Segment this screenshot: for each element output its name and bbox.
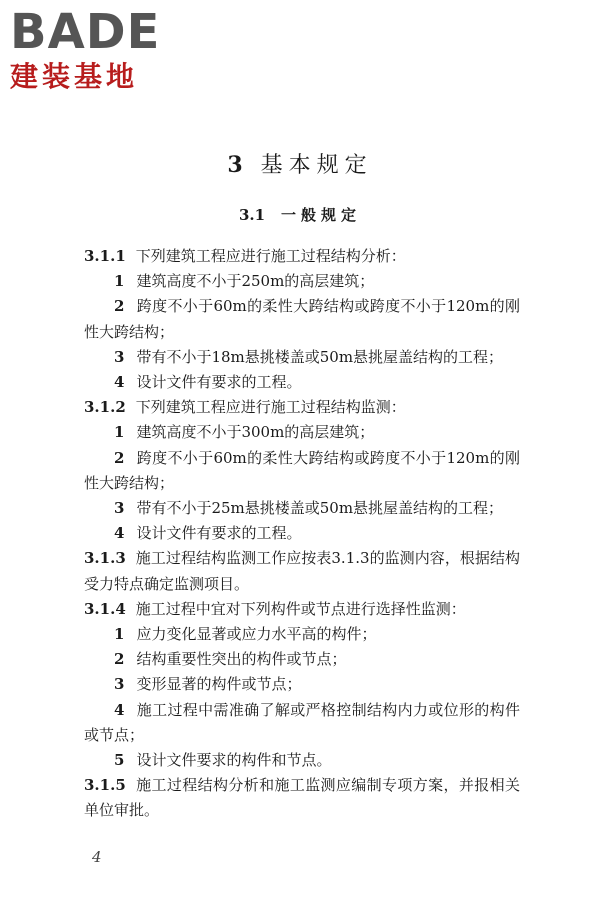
clause-paragraph — [84, 395, 520, 420]
list-item — [84, 294, 520, 344]
paragraph-text: 结构重要性突出的构件或节点； — [136, 650, 347, 669]
paragraph-text: 施工过程中宜对下列构件或节点进行选择性监测： — [135, 599, 466, 618]
list-item — [84, 521, 520, 546]
logo-wordmark: BADE — [10, 4, 161, 60]
chapter-title: 基本规定 — [260, 153, 373, 178]
document-body — [84, 244, 520, 824]
paragraph-text: 施工过程中需准确了解或严格控制结构内力或位形的构件或节点； — [84, 700, 520, 744]
chapter-heading — [0, 150, 600, 181]
clause-paragraph — [84, 773, 520, 823]
paragraph-text: 变形显著的构件或节点； — [136, 675, 302, 694]
list-item — [84, 748, 520, 773]
paragraph-text: 应力变化显著或应力水平高的构件； — [136, 625, 377, 644]
clause-number: 3.1.4 — [84, 599, 126, 618]
clause-paragraph — [84, 244, 520, 269]
paragraph-text: 设计文件有要求的工程。 — [136, 373, 302, 392]
paragraph-text: 带有不小于18m悬挑楼盖或50m悬挑屋盖结构的工程； — [136, 347, 504, 366]
paragraph-text: 跨度不小于60m的柔性大跨结构或跨度不小于120m的刚性大跨结构； — [84, 297, 520, 341]
item-number: 4 — [114, 373, 125, 392]
item-number: 4 — [114, 700, 125, 719]
item-number: 3 — [114, 347, 125, 366]
paragraph-text: 施工过程结构分析和施工监测应编制专项方案，并报相关单位审批。 — [84, 776, 520, 820]
clause-number: 3.1.5 — [84, 776, 126, 795]
clause-paragraph — [84, 597, 520, 622]
logo-subtitle: 建装基地 — [10, 60, 139, 93]
paragraph-text: 建筑高度不小于250m的高层建筑； — [136, 272, 375, 291]
paragraph-text: 下列建筑工程应进行施工过程结构监测： — [135, 398, 406, 417]
section-heading — [0, 204, 600, 226]
list-item — [84, 672, 520, 697]
list-item — [84, 370, 520, 395]
paragraph-text: 设计文件要求的构件和节点。 — [136, 751, 332, 770]
clause-number: 3.1.3 — [84, 549, 126, 568]
section-title: 一般规定 — [281, 206, 362, 224]
item-number: 5 — [114, 751, 125, 770]
paragraph-text: 带有不小于25m悬挑楼盖或50m悬挑屋盖结构的工程； — [136, 499, 504, 518]
list-item — [84, 496, 520, 521]
item-number: 1 — [114, 272, 125, 291]
item-number: 1 — [114, 625, 125, 644]
item-number: 2 — [114, 448, 125, 467]
item-number: 2 — [114, 650, 125, 669]
paragraph-text: 设计文件有要求的工程。 — [136, 524, 302, 543]
paragraph-text: 跨度不小于60m的柔性大跨结构或跨度不小于120m的刚性大跨结构； — [84, 448, 520, 492]
list-item — [84, 345, 520, 370]
logo — [10, 6, 180, 94]
list-item — [84, 269, 520, 294]
paragraph-text: 建筑高度不小于300m的高层建筑； — [136, 423, 375, 442]
clause-number: 3.1.2 — [84, 398, 126, 417]
list-item — [84, 647, 520, 672]
item-number: 4 — [114, 524, 125, 543]
list-item — [84, 622, 520, 647]
paragraph-text: 下列建筑工程应进行施工过程结构分析： — [135, 247, 406, 265]
page-number: 4 — [92, 848, 102, 866]
clause-paragraph — [84, 546, 520, 596]
clause-number: 3.1.1 — [84, 247, 126, 265]
chapter-number: 3 — [227, 152, 243, 178]
list-item — [84, 446, 520, 496]
item-number: 2 — [114, 297, 125, 316]
item-number: 3 — [114, 499, 125, 518]
list-item — [84, 698, 520, 748]
paragraph-text: 施工过程结构监测工作应按表3.1.3的监测内容，根据结构受力特点确定监测项目。 — [84, 549, 520, 593]
item-number: 3 — [114, 675, 125, 694]
item-number: 1 — [114, 423, 125, 442]
section-number: 3.1 — [238, 206, 266, 224]
list-item — [84, 420, 520, 445]
